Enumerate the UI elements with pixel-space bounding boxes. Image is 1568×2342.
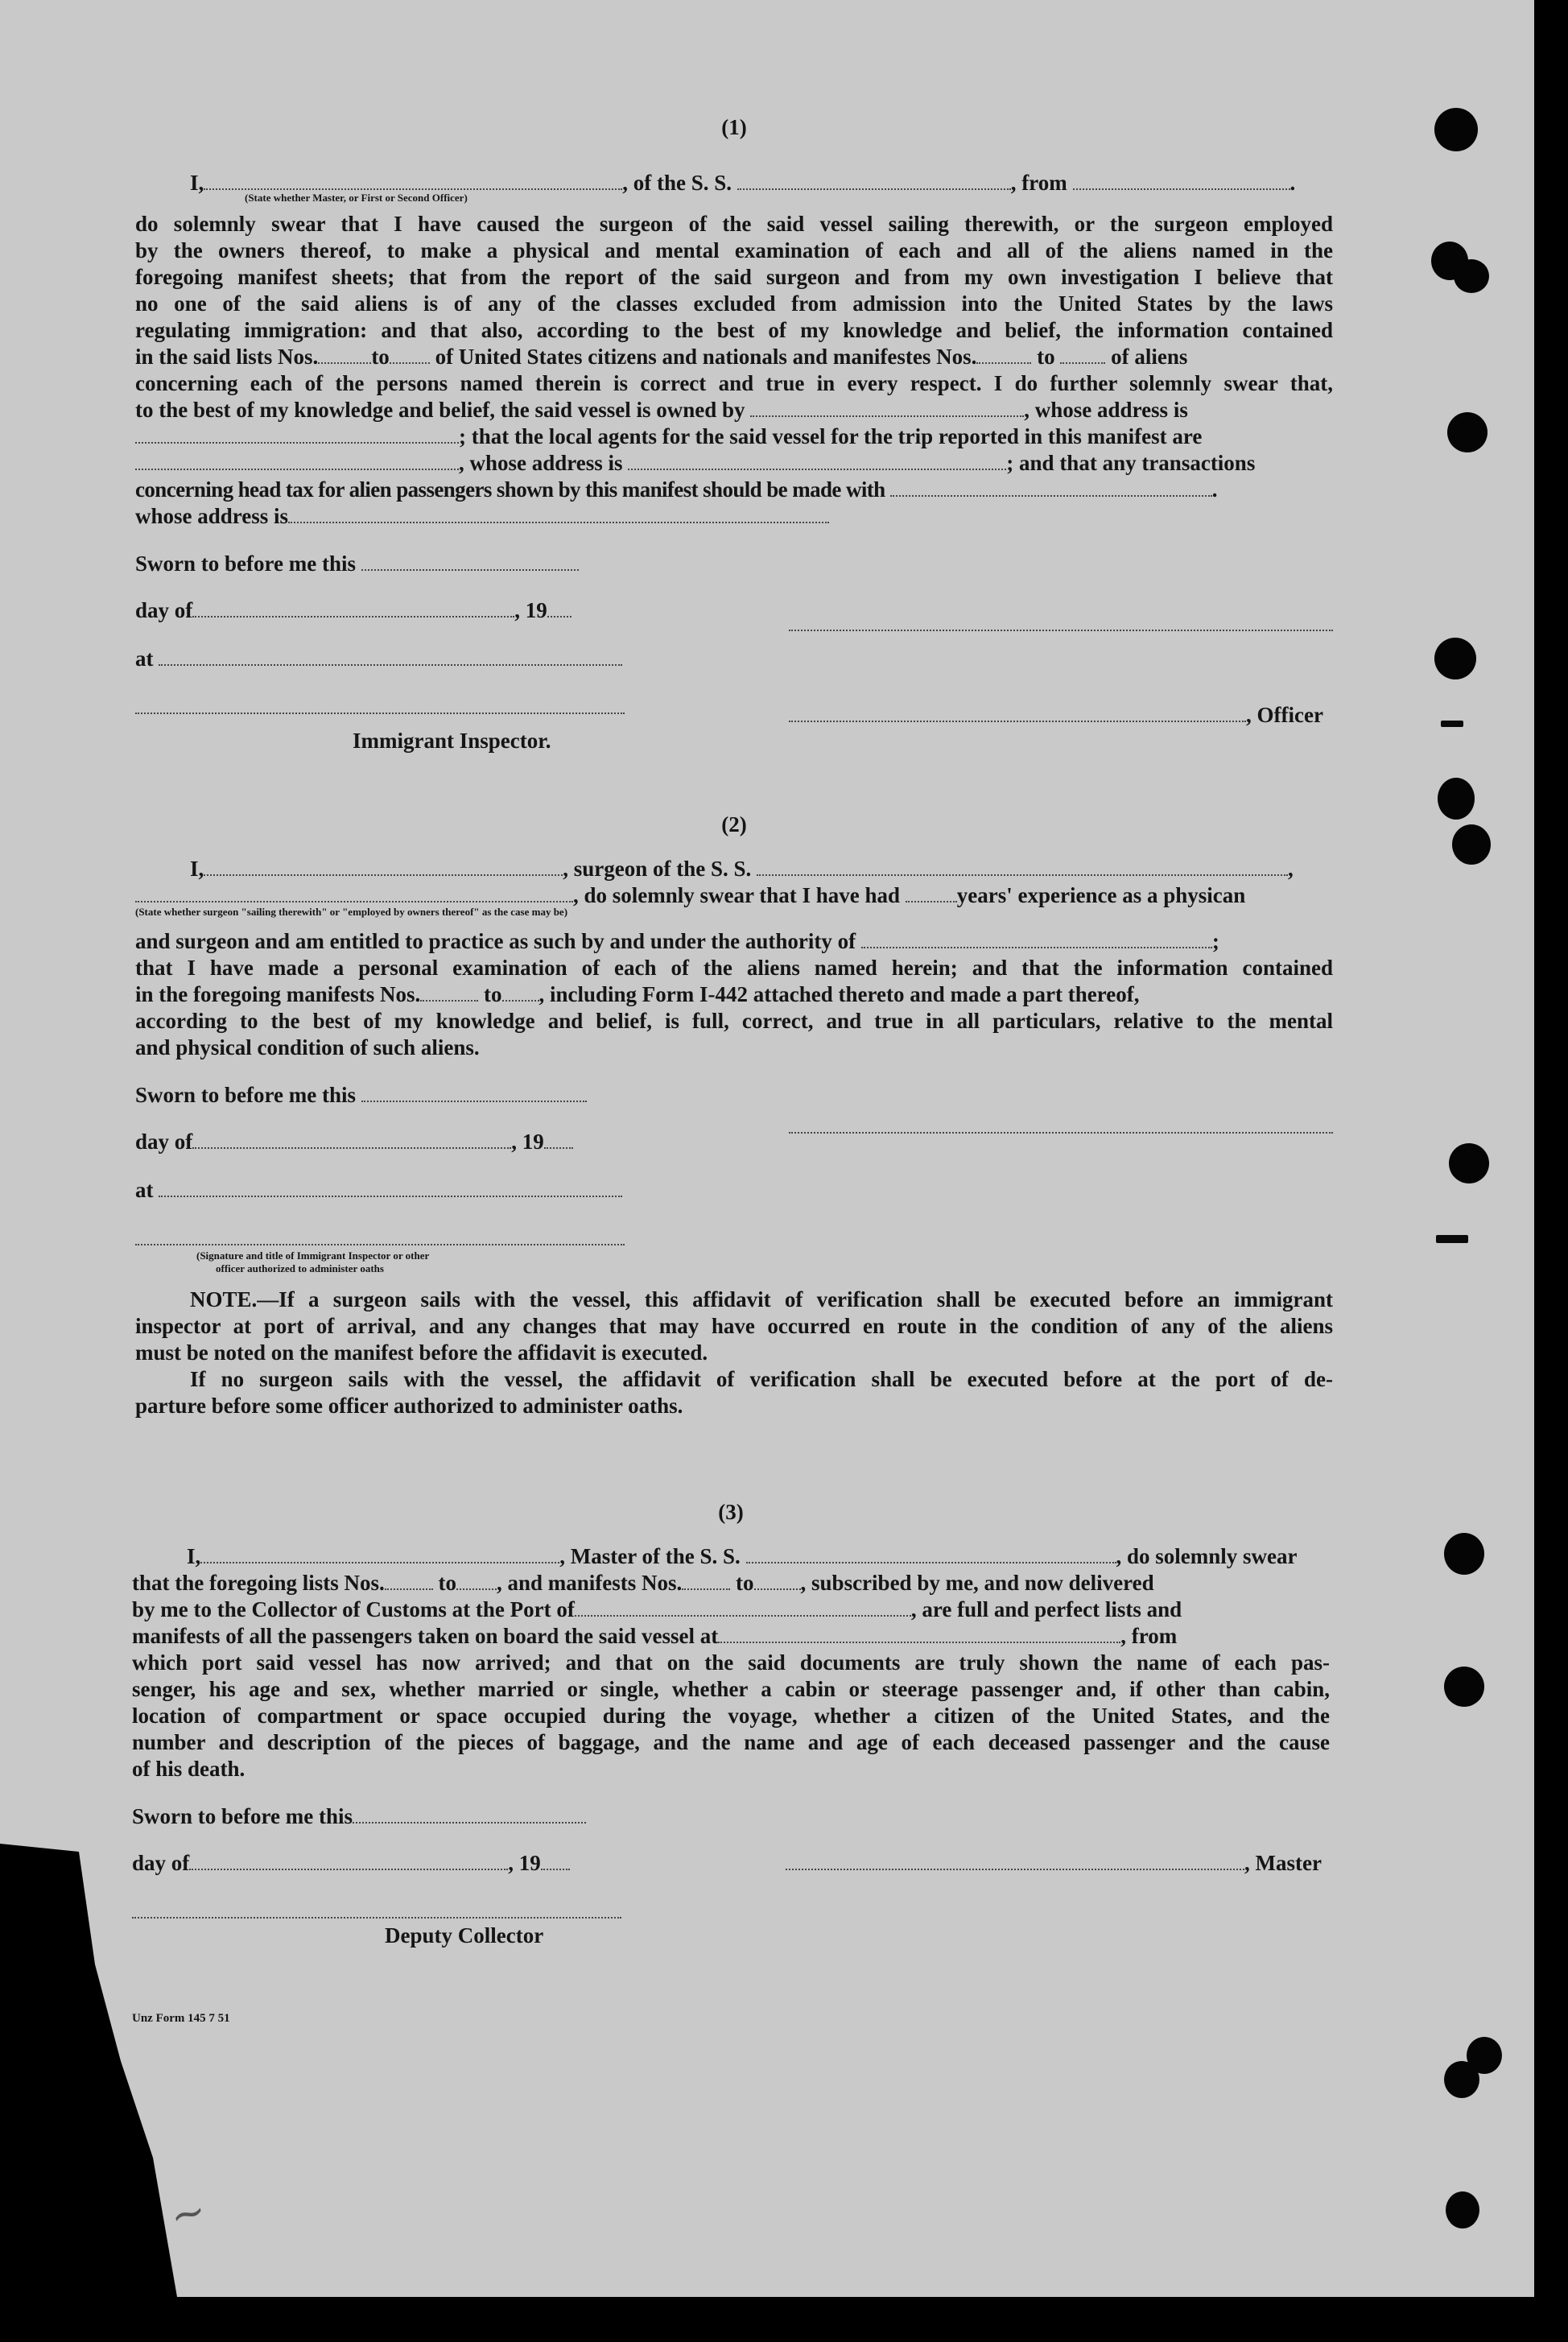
text: that the foregoing lists Nos. (132, 1571, 385, 1595)
section-number: (3) (718, 1500, 744, 1524)
note-line: inspector at port of arrival, and any changes that may have occurred en route in the condition of any of the aliens (135, 1314, 1333, 1338)
text: ; (1211, 929, 1219, 953)
section-number: (2) (721, 812, 747, 836)
oath-line: senger, his age and sex, whether married or single, whether a cabin or steerage passenger and, if other than cabin, (132, 1677, 1330, 1701)
text: ; and that any transactions (1006, 451, 1256, 475)
text: to (484, 982, 502, 1006)
text: , whose address is (459, 451, 623, 475)
oath-line: of his death. (132, 1757, 246, 1781)
text: day of (135, 598, 193, 622)
text: I, (190, 171, 204, 195)
note-line: NOTE.—If a surgeon sails with the vessel, this affidavit of verification shall be executed before an immigrant (190, 1287, 1333, 1311)
deputy-label: Deputy Collector (385, 1923, 544, 1948)
text: by me to the Collector of Customs at the Port of (132, 1597, 575, 1621)
text: Sworn to before me this (132, 1804, 353, 1828)
text: day of (132, 1851, 190, 1875)
text: of aliens (1111, 345, 1188, 369)
oath-line: location of compartment or space occupied during the voyage, whether a citizen of the United States, and the (132, 1704, 1330, 1728)
text: , do solemnly swear that I have had (573, 883, 901, 907)
oath-line: do solemnly swear that I have caused the surgeon of the said vessel sailing therewith, or the surgeon employed (135, 212, 1333, 236)
text: I, (187, 1544, 201, 1568)
oath-line: which port said vessel has now arrived; and that on the said documents are truly shown the name of each pas- (132, 1650, 1330, 1675)
text: , from (1120, 1624, 1178, 1648)
text: in the foregoing manifests Nos. (135, 982, 421, 1006)
text: Sworn to before me this (135, 551, 356, 576)
inspector-label: Immigrant Inspector. (353, 729, 551, 753)
text: , are full and perfect lists and (910, 1597, 1182, 1621)
text: , 19 (514, 598, 547, 622)
text: to (438, 1571, 456, 1595)
text: whose address is (135, 504, 289, 528)
text: to the best of my knowledge and belief, the said vessel is owned by (135, 398, 745, 422)
text: , whose address is (1024, 398, 1188, 422)
text: to (736, 1571, 754, 1595)
text: in the said lists Nos. (135, 345, 319, 369)
text: , surgeon of the S. S. (563, 857, 752, 881)
text: , Officer (1246, 703, 1323, 727)
field-hint: (State whether Master, or First or Second Officer) (245, 192, 468, 204)
text: manifests of all the passengers taken on board the said vessel at (132, 1624, 719, 1648)
note-line: parture before some officer authorized to administer oaths. (135, 1394, 683, 1418)
text: I, (190, 857, 204, 881)
text: at (135, 1178, 154, 1202)
oath-line: number and description of the pieces of baggage, and the name and age of each deceased passenger and the cause (132, 1730, 1330, 1754)
form-number: Unz Form 145 7 51 (132, 2012, 230, 2025)
field-hint: (State whether surgeon "sailing therewith" or "employed by owners thereof" as the case may be) (135, 906, 568, 918)
text: , 19 (511, 1130, 544, 1154)
text: Sworn to before me this (135, 1083, 356, 1107)
text: at (135, 646, 154, 671)
text: concerning head tax for alien passengers shown by this manifest should be made with (135, 477, 885, 502)
pencil-mark: ~ (164, 2186, 212, 2242)
text: . (1211, 477, 1217, 502)
oath-line: according to the best of my knowledge and belief, is full, correct, and true in all particulars, relative to the mental (135, 1009, 1333, 1033)
text: , subscribed by me, and now delivered (800, 1571, 1154, 1595)
oath-line: by the owners thereof, to make a physical and mental examination of each and all of the aliens named in the (135, 238, 1333, 262)
oath-line: foregoing manifest sheets; that from the report of the said surgeon and from my own investigation I believe that (135, 265, 1333, 289)
oath-line: no one of the said aliens is of any of the classes excluded from admission into the United States by the laws (135, 291, 1333, 316)
signature-hint: officer authorized to administer oaths (216, 1262, 384, 1274)
text: , Master (1244, 1851, 1322, 1875)
text: , do solemnly swear (1116, 1544, 1298, 1568)
text: , 19 (508, 1851, 541, 1875)
text: to (371, 345, 390, 369)
text: , from (1010, 171, 1067, 195)
oath-line: that I have made a personal examination of each of the aliens named herein; and that the information contained (135, 956, 1333, 980)
text: , including Form I-442 attached thereto and made a part thereof, (538, 982, 1140, 1006)
text: . (1289, 171, 1296, 195)
text: of United States citizens and nationals and manifestes Nos. (435, 345, 977, 369)
text: and surgeon and am entitled to practice as such by and under the authority of (135, 929, 856, 953)
note-line: If no surgeon sails with the vessel, the affidavit of verification shall be executed before at the port of de- (190, 1367, 1333, 1391)
note-line: must be noted on the manifest before the affidavit is executed. (135, 1340, 708, 1365)
text: years' experience as a physican (956, 883, 1246, 907)
oath-line: concerning each of the persons named therein is correct and true in every respect. I do further solemnly swear that, (135, 371, 1333, 395)
oath-line: and physical condition of such aliens. (135, 1035, 480, 1059)
section-number: (1) (721, 115, 747, 139)
text: day of (135, 1130, 193, 1154)
text: , and manifests Nos. (497, 1571, 683, 1595)
text: to (1037, 345, 1055, 369)
signature-hint: (Signature and title of Immigrant Inspector or other (196, 1249, 430, 1262)
text: ; that the local agents for the said vessel for the trip reported in this manifest are (459, 424, 1203, 448)
text: , (1288, 857, 1294, 881)
text: , of the S. S. (622, 171, 732, 195)
oath-line: regulating immigration: and that also, according to the best of my knowledge and belief, the information contained (135, 318, 1333, 342)
text: , Master of the S. S. (559, 1544, 741, 1568)
